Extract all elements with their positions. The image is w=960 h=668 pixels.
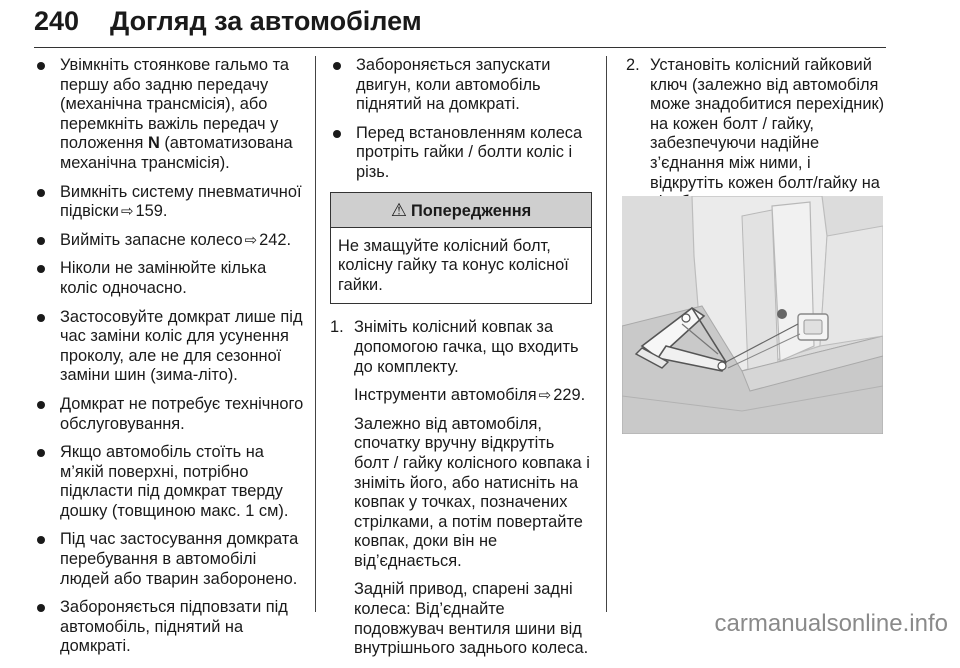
warning-box <box>330 192 592 305</box>
list-item: Домкрат не потребує технічного обслуговування. <box>34 395 304 434</box>
step-2 <box>626 56 888 213</box>
list-item: Ніколи не замінюйте кілька коліс одночасно. <box>34 259 304 298</box>
warning-text: Не змащуйте колісний болт, колісну гайку та конус колісної гайки. <box>338 236 569 294</box>
page-ref-icon: ⇨ <box>244 231 258 249</box>
page-ref-icon: ⇨ <box>120 203 134 221</box>
step-text: Установіть колісний гайковий ключ (залежно від автомобіля може знадобитися перехідник) на кожен болт / гайку, забезпечуючи надійне з’єднання між ними, і відкрутіть кожен болт/гайку на <box>650 56 885 192</box>
page-number: 240 <box>34 6 80 36</box>
jack-illustration <box>622 196 883 434</box>
page-ref-icon: ⇨ <box>538 387 552 405</box>
step-text: Зніміть колісний ковпак за допомогою гачка, що входить до комплекту. <box>354 318 579 376</box>
list-item: Вийміть запасне колесо ⇨ 242. <box>34 231 304 251</box>
watermark: carmanualsonline.info <box>714 610 948 637</box>
warning-title: Попередження <box>410 201 532 220</box>
bullet-list <box>34 56 304 657</box>
page-ref-link[interactable]: 229. <box>553 386 586 405</box>
step-number: 2. <box>626 56 640 74</box>
column-divider <box>315 56 316 612</box>
column-middle <box>330 56 592 668</box>
warning-header <box>331 193 591 228</box>
list-item: Забороняється запускати двигун, коли автомобіль піднятий на домкраті. <box>330 56 592 115</box>
step-paragraph: Задній привод, спарені задні колеса: Від’єднайте подовжувач вентиля шини від внутрішнього заднього колеса. <box>354 580 589 658</box>
step-1 <box>330 318 592 659</box>
list-item: Застосовуйте домкрат лише під час заміни коліс для усунення проколу, але не для сезонної заміни шин (зима-літо). <box>34 308 304 386</box>
list-item: Перед встановленням колеса протріть гайки / болти коліс і різь. <box>330 124 592 183</box>
page-title: Догляд за автомобілем <box>110 6 422 36</box>
step-paragraph: Інструменти автомобіля ⇨ 229. <box>354 386 586 405</box>
list-item: Вимкніть систему пневматичної підвіски ⇨ 159. <box>34 183 304 222</box>
bullet-list <box>330 56 592 183</box>
column-divider <box>606 56 607 612</box>
list-item: Під час застосування домкрата перебування в автомобілі людей або тварин заборонено. <box>34 530 304 589</box>
header-rule <box>34 47 886 48</box>
step-number: 1. <box>330 318 344 337</box>
column-left <box>34 56 304 666</box>
page-header <box>34 2 886 46</box>
page-ref-link[interactable]: 159. <box>135 202 168 221</box>
list-item: Якщо автомобіль стоїть на м’якій поверхні, потрібно підкласти під домкрат тверду дошку (товщиною макс. 1 см). <box>34 443 304 521</box>
step-paragraph: Залежно від автомобіля, спочатку вручну відкрутіть болт / гайку колісного ковпака і зніміть його, або натисніть на ковпак у точках, позначених стрілками, а потім повертайте ковпак, доки він не від’єднається. <box>354 414 590 570</box>
page-ref-link[interactable]: 242. <box>259 230 292 249</box>
list-item: Увімкніть стоянкове гальмо та першу або задню передачу (механічна трансмісія), або перемкніть важіль передач у положення N (автоматизована механічна трансмісія). <box>34 56 304 174</box>
gear-position-n: N <box>147 134 160 153</box>
warning-triangle-icon: ⚠ <box>390 199 407 220</box>
list-item: Забороняється підповзати під автомобіль, піднятий на домкраті. <box>34 598 304 657</box>
